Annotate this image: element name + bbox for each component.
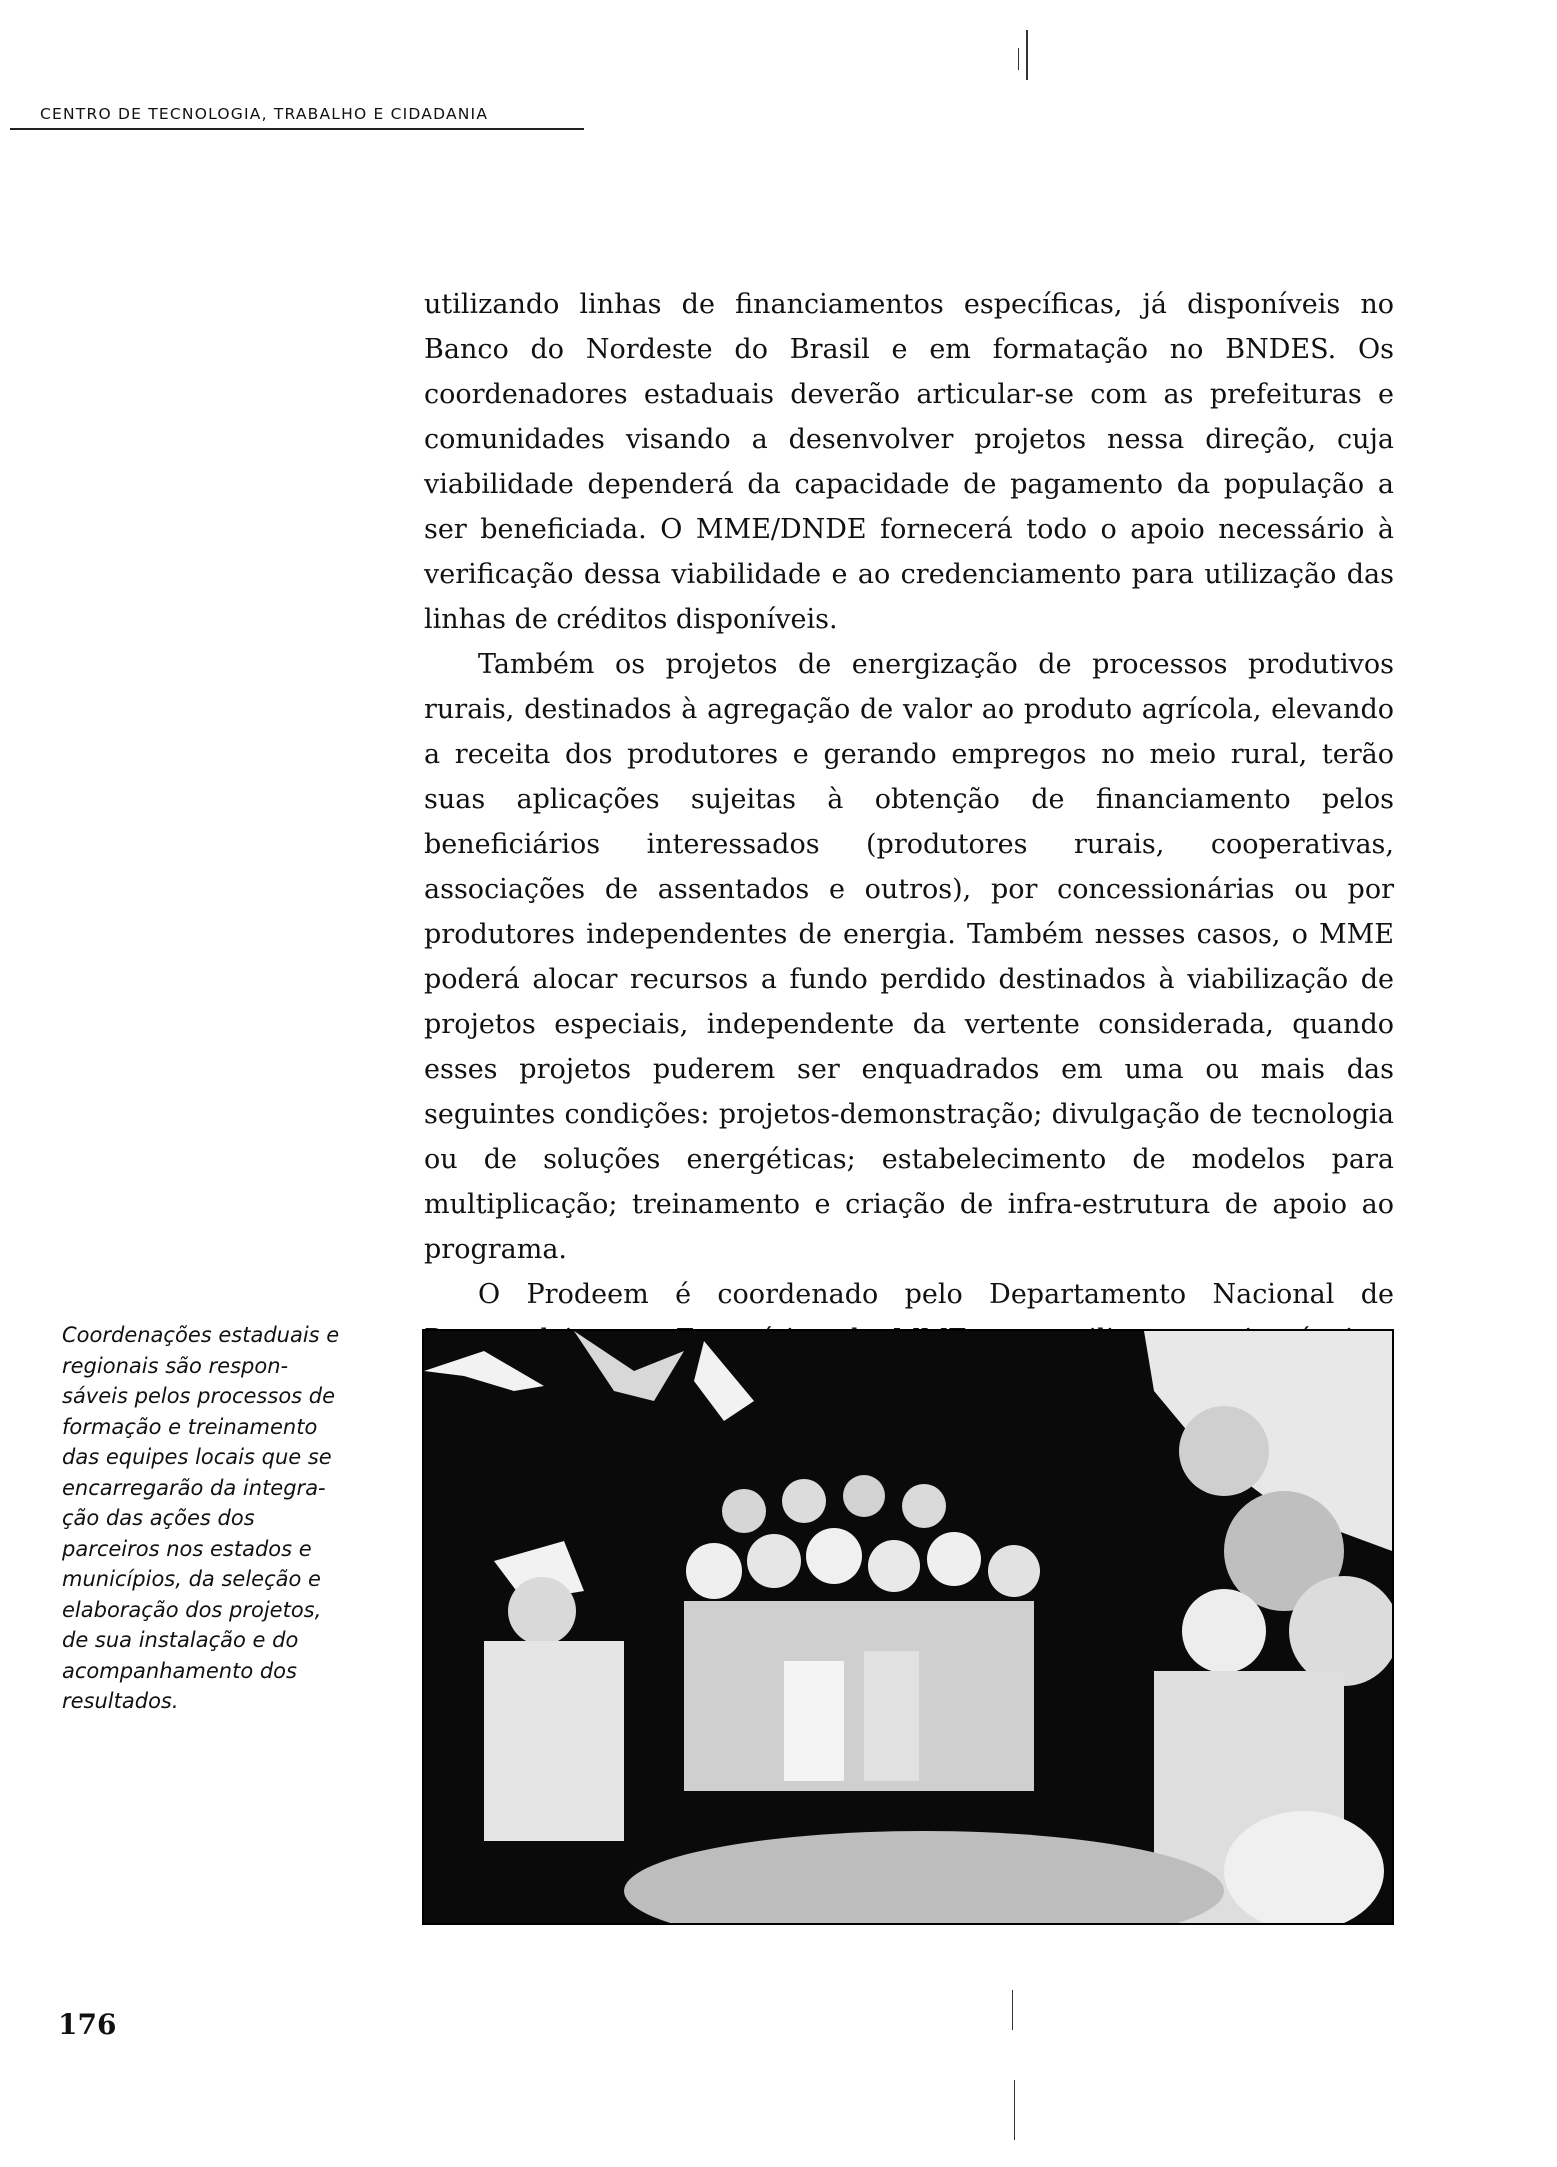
child-head-back-2 bbox=[782, 1479, 826, 1523]
adult-left-body bbox=[484, 1641, 624, 1841]
scan-artifact-line bbox=[1018, 48, 1019, 70]
child-head-back-1 bbox=[722, 1489, 766, 1533]
group-photo-illustration bbox=[424, 1331, 1392, 1923]
scan-artifact-line bbox=[1014, 2080, 1015, 2140]
child-head-back-3 bbox=[843, 1475, 885, 1517]
adult-right-head bbox=[1182, 1589, 1266, 1673]
group-photo bbox=[422, 1329, 1394, 1925]
header-rule bbox=[10, 128, 584, 130]
scan-artifact-line bbox=[1012, 1990, 1013, 2030]
page-number: 176 bbox=[58, 2008, 117, 2041]
child-head-4 bbox=[868, 1540, 920, 1592]
foliage-cluster-top-right bbox=[1179, 1406, 1269, 1496]
scan-artifact-line bbox=[1026, 30, 1028, 80]
paragraph-2: Também os projetos de energização de processos produtivos rurais, destinados à agregação de valor ao produto agrícola, elevando a receita dos produtores e gerando empregos no meio rural, terão suas aplicações sujeitas à obtenção de financiamento pelos beneficiários interessados (produtores rurais, cooperativas, associações de assentados e outros), por concessionárias ou por produtores independentes de energia. Também nesses casos, o MME poderá alocar recursos a fundo perdido destinados à viabilização de projetos especiais, independente da vertente considerada, quando esses projetos puderem ser enquadrados em uma ou mais das seguintes condições: projetos-demonstração; divulgação de tecnologia ou de soluções energéticas; estabelecimento de modelos para multiplicação; treinamento e criação de infra-estrutura de apoio ao programa. bbox=[424, 649, 1394, 1265]
body-text bbox=[424, 282, 1394, 1452]
sidebar-caption: Coordenações estaduais e regionais são respon- sáveis pelos processos de formação e treinamento das equipes locais que se encarregarão da integra- ção das ações dos parceiros nos estados e municípios, da seleção e elaboração dos projetos, de sua instalação e do acompanhamento dos resultados. bbox=[62, 1323, 340, 1713]
running-header-title: CENTRO DE TECNOLOGIA, TRABALHO E CIDADANIA bbox=[40, 105, 489, 123]
child-shirt-light bbox=[784, 1661, 844, 1781]
child-head-2 bbox=[747, 1534, 801, 1588]
child-head-1 bbox=[686, 1543, 742, 1599]
paragraph-3: O Prodeem é coordenado pelo Departamento Nacional de bbox=[478, 1279, 1394, 1310]
adult-left-head bbox=[508, 1577, 576, 1645]
paragraph-1: utilizando linhas de financiamentos específicas, já disponíveis no Banco do Nordeste do Brasil e em formatação no BNDES. Os coordenadores estaduais deverão articular-se com as prefeituras e comunidades visando a desenvolver projetos nessa direção, cuja viabilidade dependerá da capacidade de pagamento da população a ser beneficiada. O MME/DNDE fornecerá todo o apoio necessário à verificação dessa viabilidade e ao credenciamento para utilização das linhas de créditos disponíveis. bbox=[424, 289, 1394, 635]
child-head-6 bbox=[988, 1545, 1040, 1597]
children-bodies bbox=[684, 1601, 1034, 1791]
child-head-5 bbox=[927, 1532, 981, 1586]
child-head-3 bbox=[806, 1528, 862, 1584]
child-shirt-light-2 bbox=[864, 1651, 919, 1781]
child-head-back-4 bbox=[902, 1484, 946, 1528]
